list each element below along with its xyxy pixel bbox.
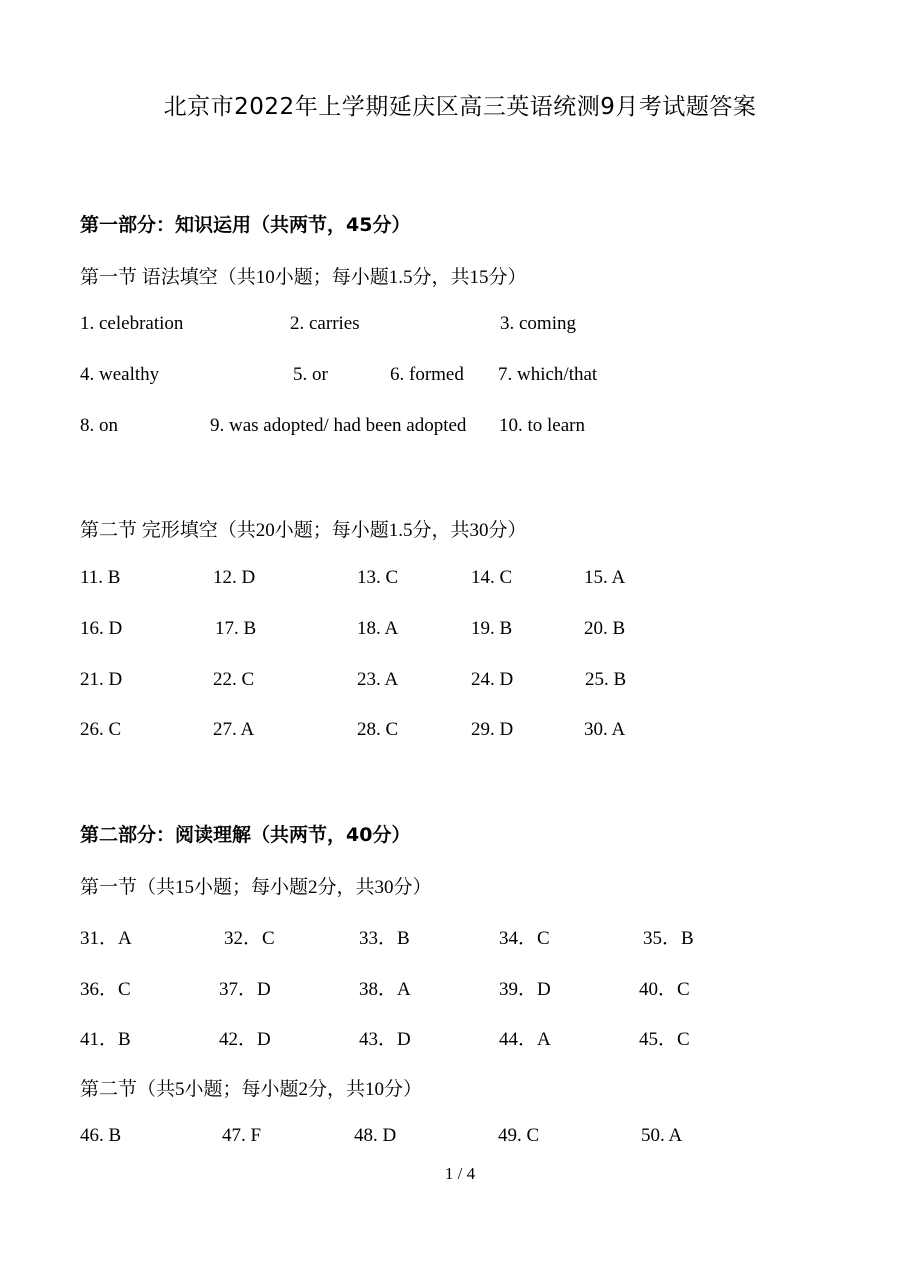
answer-item: 39．D (499, 979, 551, 1000)
answer-item: 2. carries (290, 313, 360, 334)
answer-item: 37．D (219, 979, 271, 1000)
answer-row (0, 364, 920, 390)
answer-item: 32．C (224, 928, 275, 949)
answer-item: 12. D (213, 567, 256, 588)
answer-item: 19. B (471, 618, 513, 639)
answer-item: 38．A (359, 979, 411, 1000)
answer-item: 13. C (357, 567, 399, 588)
answer-item: 3. coming (500, 313, 576, 334)
answer-item: 23. A (357, 669, 399, 690)
answer-item: 6. formed (390, 364, 464, 385)
answer-item: 18. A (357, 618, 399, 639)
answer-row (0, 415, 920, 441)
answer-item: 24. D (471, 669, 514, 690)
answer-item: 45．C (639, 1029, 690, 1050)
answer-item: 22. C (213, 669, 255, 690)
answer-row (0, 313, 920, 339)
answer-item: 49. C (498, 1125, 540, 1146)
answer-item: 31．A (80, 928, 132, 949)
answer-row (0, 719, 920, 745)
answer-item: 7. which/that (498, 364, 598, 385)
answer-item: 28. C (357, 719, 399, 740)
answer-item: 10. to learn (499, 415, 586, 436)
answer-item: 46. B (80, 1125, 122, 1146)
answer-item: 40．C (639, 979, 690, 1000)
answer-item: 33．B (359, 928, 410, 949)
answer-item: 20. B (584, 618, 626, 639)
answer-item: 36．C (80, 979, 131, 1000)
part2-section2-heading: 第二节（共5小题；每小题2分，共10分） (80, 1079, 423, 1100)
answer-item: 14. C (471, 567, 513, 588)
answer-item: 1. celebration (80, 313, 184, 334)
answer-row (0, 974, 920, 1000)
answer-item: 34．C (499, 928, 550, 949)
part2-heading: 第二部分：阅读理解（共两节，40分） (80, 824, 411, 846)
part1-section2-heading: 第二节 完形填空（共20小题；每小题1.5分，共30分） (80, 520, 527, 541)
answer-item: 15. A (584, 567, 626, 588)
answer-item: 25. B (585, 669, 627, 690)
answer-item: 42．D (219, 1029, 271, 1050)
page-number: 1 / 4 (444, 1164, 476, 1183)
answer-item: 21. D (80, 669, 123, 690)
answer-item: 35．B (643, 928, 694, 949)
answer-item: 9. was adopted/ had been adopted (210, 415, 467, 436)
answer-item: 30. A (584, 719, 626, 740)
answer-item: 47. F (222, 1125, 262, 1146)
answer-item: 17. B (215, 618, 257, 639)
answer-item: 5. or (293, 364, 328, 385)
answer-item: 27. A (213, 719, 255, 740)
answer-item: 8. on (80, 415, 118, 436)
answer-row (0, 618, 920, 644)
answer-row (0, 1024, 920, 1050)
answer-item: 43．D (359, 1029, 411, 1050)
answer-row (0, 1125, 920, 1151)
answer-row (0, 669, 920, 695)
answer-item: 11. B (80, 567, 121, 588)
page-title: 北京市2022年上学期延庆区高三英语统测9月考试题答案 (163, 94, 757, 120)
part1-section1-heading: 第一节 语法填空（共10小题；每小题1.5分，共15分） (80, 267, 527, 288)
part2-section1-heading: 第一节（共15小题；每小题2分，共30分） (80, 877, 432, 898)
answer-row (0, 923, 920, 949)
part1-heading: 第一部分：知识运用（共两节，45分） (80, 214, 411, 236)
answer-item: 50. A (641, 1125, 683, 1146)
answer-item: 4. wealthy (80, 364, 160, 385)
answer-item: 44．A (499, 1029, 551, 1050)
answer-item: 29. D (471, 719, 514, 740)
answer-row (0, 567, 920, 593)
answer-item: 16. D (80, 618, 123, 639)
answer-item: 26. C (80, 719, 122, 740)
answer-item: 48. D (354, 1125, 397, 1146)
answer-item: 41．B (80, 1029, 131, 1050)
